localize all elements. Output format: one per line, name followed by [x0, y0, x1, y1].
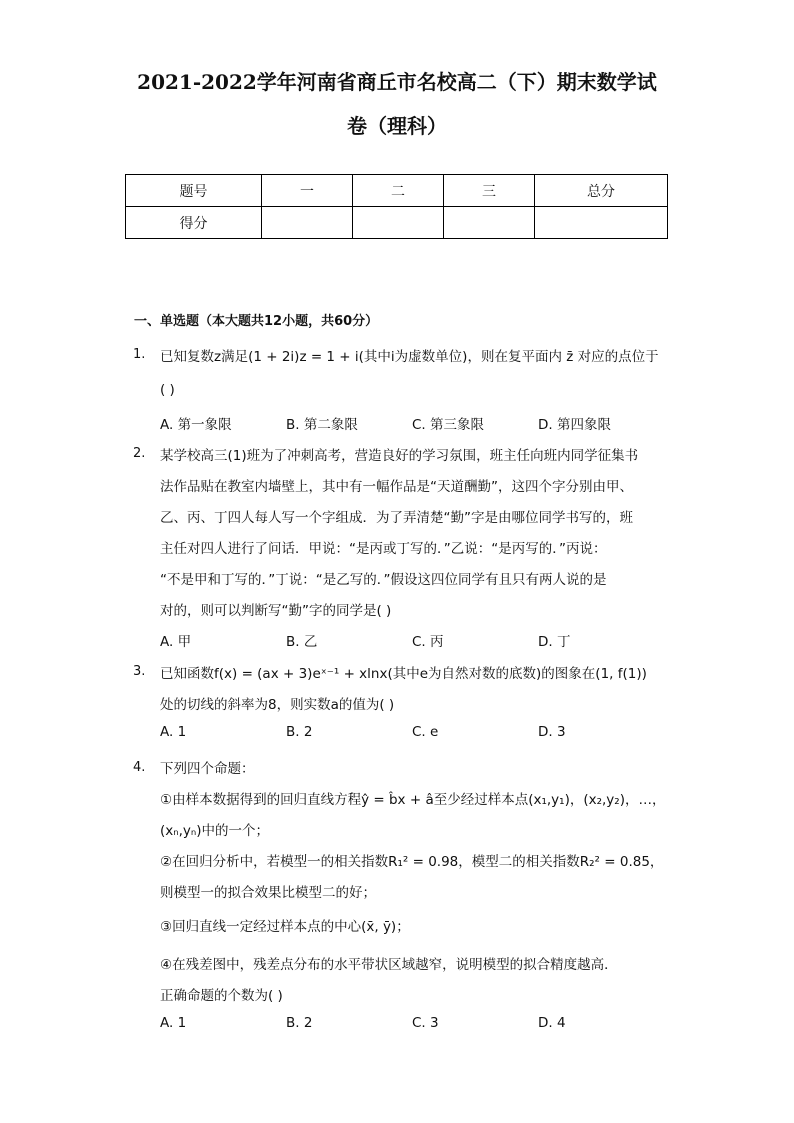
question-text: “不是甲和丁写的．”丁说：“是乙写的．”假设这四位同学有且只有两人说的是: [160, 572, 607, 588]
paper-title-line-2: 卷（理科）: [347, 114, 447, 138]
score-row-label: 得分: [126, 207, 262, 239]
question-text: (xₙ,yₙ)中的一个；: [160, 823, 270, 839]
option-b: B. 乙: [286, 634, 318, 650]
score-header-cell: 总分: [535, 175, 668, 207]
option-a: A. 第一象限: [160, 417, 232, 433]
question-text: 已知函数f(x) = (ax + 3)eˣ⁻¹ + xlnx(其中e为自然对数的底数)的图象在(1, f(1)): [160, 666, 647, 682]
option-a: A. 甲: [160, 634, 192, 650]
question-text: 某学校高三(1)班为了冲刺高考，营造良好的学习氛围，班主任向班内同学征集书: [160, 448, 639, 464]
question-text: 乙、丙、丁四人每人写一个字组成．为了弄清楚“勤”字是由哪位同学书写的，班: [160, 510, 633, 526]
question-text: 已知复数z满足(1 + 2i)z = 1 + i(其中i为虚数单位)，则在复平面内 z̄ 对应的点位于: [160, 349, 659, 365]
option-d: D. 丁: [538, 634, 571, 650]
question-text: ②在回归分析中，若模型一的相关指数R₁² = 0.98，模型二的相关指数R₂² = 0.85，: [160, 854, 664, 870]
question-text: ③回归直线一定经过样本点的中心(x̄, ȳ)；: [160, 919, 410, 935]
question-text: 主任对四人进行了问话．甲说：“是丙或丁写的．”乙说：“是丙写的．”丙说：: [160, 541, 607, 557]
option-c: C. 丙: [412, 634, 444, 650]
score-table-row: [126, 207, 668, 239]
question-text: 正确命题的个数为( ): [160, 988, 283, 1004]
question-number: 1.: [133, 347, 146, 362]
score-table: [125, 174, 668, 239]
option-d: D. 4: [538, 1015, 566, 1031]
score-header-cell: 题号: [126, 175, 262, 207]
score-table-header-row: [126, 175, 668, 207]
option-c: C. e: [412, 724, 439, 740]
question-text: 法作品贴在教室内墙壁上，其中有一幅作品是“天道酬勤”，这四个字分别由甲、: [160, 479, 633, 495]
section-title: 一、单选题（本大题共12小题，共60分）: [134, 314, 379, 329]
score-cell: [535, 207, 668, 239]
option-c: C. 3: [412, 1015, 439, 1031]
option-c: C. 第三象限: [412, 417, 485, 433]
option-d: D. 3: [538, 724, 566, 740]
question-text: ( ): [160, 382, 175, 398]
question-text: 则模型一的拟合效果比模型二的好；: [160, 885, 376, 901]
question-text: ④在残差图中，残差点分布的水平带状区域越窄，说明模型的拟合精度越高．: [160, 957, 618, 973]
score-cell: [262, 207, 353, 239]
paper-title-line-1: 2021-2022学年河南省商丘市名校高二（下）期末数学试: [137, 70, 657, 94]
question-number: 3.: [133, 664, 146, 679]
option-b: B. 2: [286, 1015, 313, 1031]
option-b: B. 第二象限: [286, 417, 358, 433]
option-b: B. 2: [286, 724, 313, 740]
score-header-cell: 二: [353, 175, 444, 207]
question-text: 下列四个命题：: [160, 761, 255, 777]
option-a: A. 1: [160, 724, 187, 740]
question-number: 2.: [133, 446, 146, 461]
score-cell: [353, 207, 444, 239]
option-a: A. 1: [160, 1015, 187, 1031]
question-text: 处的切线的斜率为8，则实数a的值为( ): [160, 697, 395, 713]
score-header-cell: 一: [262, 175, 353, 207]
question-number: 4.: [133, 760, 146, 775]
score-header-cell: 三: [444, 175, 535, 207]
option-d: D. 第四象限: [538, 417, 611, 433]
question-text: 对的，则可以判断写“勤”字的同学是( ): [160, 603, 392, 619]
score-cell: [444, 207, 535, 239]
question-text: ①由样本数据得到的回归直线方程ŷ = b̂x + â至少经过样本点(x₁,y₁)，(x₂,y₂)，…，: [160, 792, 666, 808]
